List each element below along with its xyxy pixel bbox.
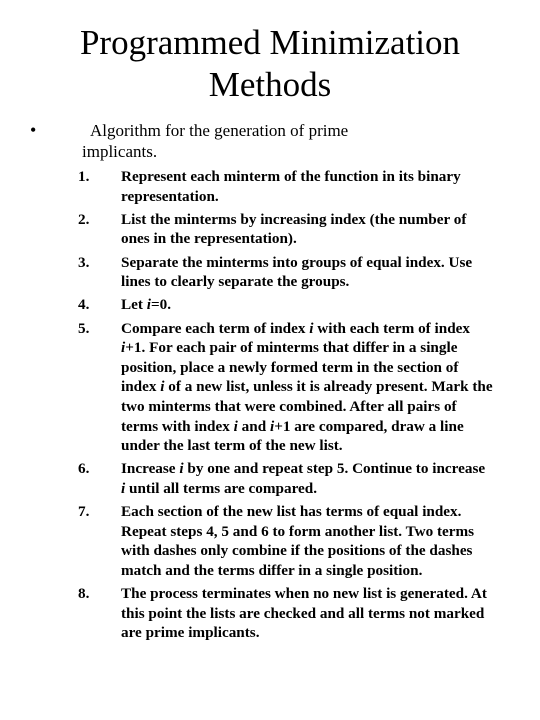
- step-text: Increase i by one and repeat step 5. Continue to increase i until all terms are compared.: [121, 460, 486, 497]
- step-number: 7.: [78, 503, 90, 521]
- page-title: [0, 22, 540, 106]
- step-number: 4.: [78, 296, 90, 314]
- step-item-1: [0, 167, 540, 206]
- step-list: [0, 167, 540, 643]
- step-number: 1.: [78, 168, 90, 185]
- step-number: 2.: [78, 210, 90, 228]
- step-text: Compare each term of index i with each term of index i+1. For each pair of minterms that differ in a single position, place a newly formed term in the section of index i of a new list, unless it is already present. Mark the two minterms that were combined. After all pairs of terms with index i and i+1 are compared, draw a line under the last term of the new list.: [121, 319, 493, 455]
- bullet-marker: •: [30, 120, 37, 140]
- bullet-text: [82, 120, 490, 162]
- step-number: 5.: [78, 319, 90, 337]
- step-text: Let i=0.: [121, 296, 172, 314]
- step-item-4: [0, 295, 540, 315]
- bullet-text-line-2: implicants.: [82, 142, 158, 161]
- step-text: The process terminates when no new list is generated. At this point the lists are checked and all terms not marked are prime implicants.: [121, 585, 487, 642]
- step-text: Separate the minterms into groups of equal index. Use lines to clearly separate the groups.: [121, 253, 473, 291]
- step-item-8: [0, 584, 540, 643]
- step-item-5: [0, 319, 540, 456]
- bullet-text-line-1: Algorithm for the generation of prime: [90, 121, 349, 140]
- step-number: 3.: [78, 253, 90, 271]
- step-number: 6.: [78, 460, 90, 478]
- step-text: Each section of the new list has terms of equal index. Repeat steps 4, 5 and 6 to form another list. Two terms with dashes only combine if the positions of the dashes match and the terms differ in a single position.: [121, 503, 475, 579]
- step-item-7: [0, 502, 540, 580]
- step-item-2: [0, 210, 540, 249]
- step-number: 8.: [78, 585, 90, 603]
- step-item-6: [0, 459, 540, 498]
- title-line-1: Programmed Minimization: [79, 23, 461, 62]
- step-item-3: [0, 253, 540, 292]
- step-text: Represent each minterm of the function in its binary representation.: [121, 168, 461, 205]
- title-line-2: Methods: [208, 65, 332, 104]
- step-text: List the minterms by increasing index (the number of ones in the representation).: [121, 210, 467, 248]
